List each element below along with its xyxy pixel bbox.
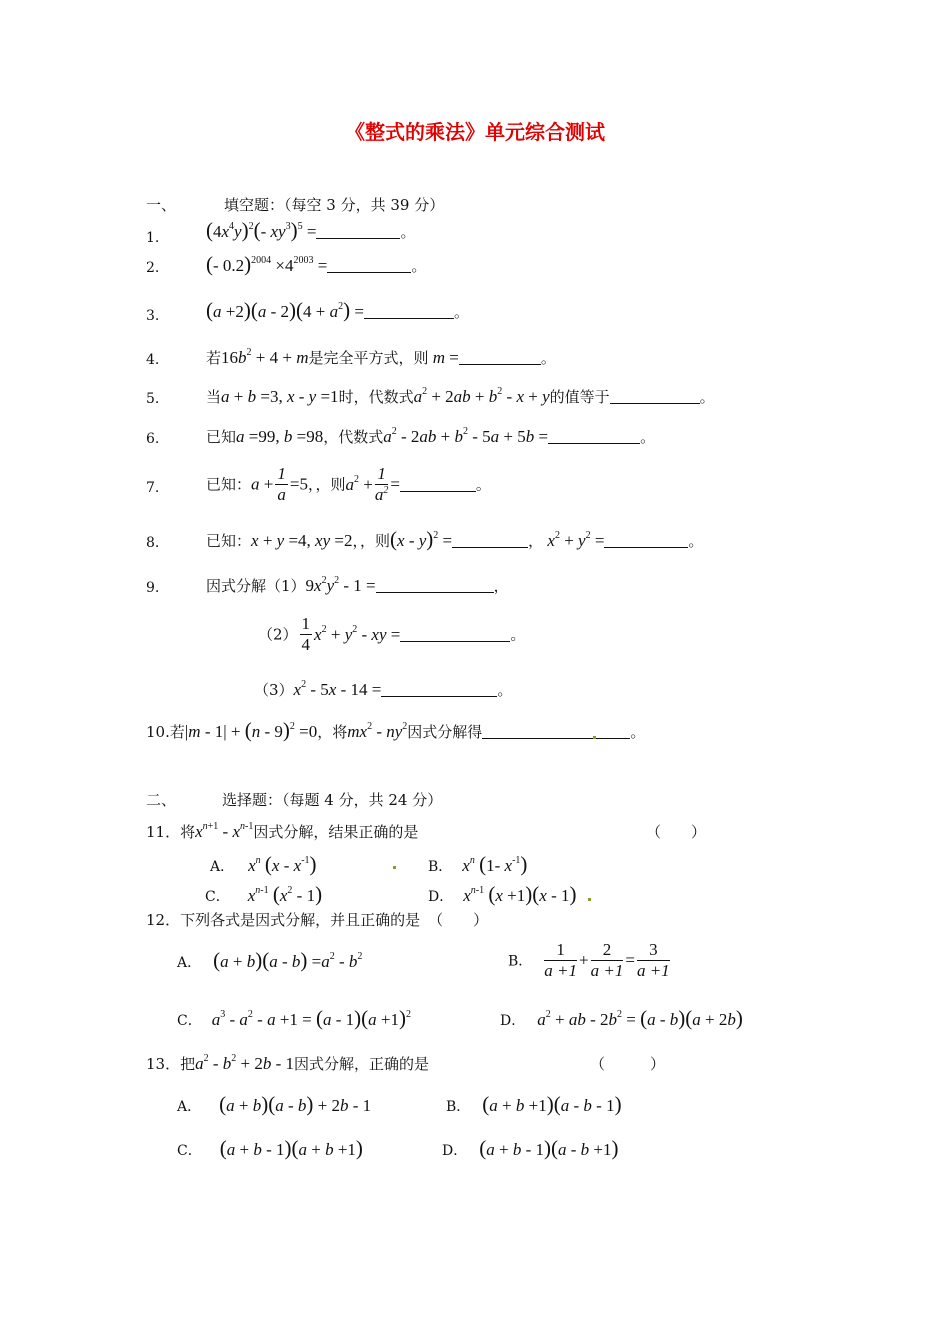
question-1-number: 1. — [146, 230, 160, 246]
question-9-part-1: 因式分解$(1)9x^2y^2 - 1$ = ， — [206, 575, 509, 595]
option-13-d[interactable]: D． (a + b - 1)(a - b +1) — [442, 1136, 619, 1160]
question-4-number: 4. — [146, 352, 160, 368]
answer-paren[interactable]: （ ） — [428, 911, 489, 929]
question-5-number: 5. — [146, 391, 160, 407]
option-12-c[interactable]: C． $a^3 - a^2 - a +1 = (a - 1)(a +1)^2$ — [177, 1006, 412, 1030]
page-title: 《整式的乘法》单元综合测试 — [345, 120, 605, 144]
question-4: 若$16b^2 + 4 + m$是完全平方式，则 m = 。 — [206, 347, 556, 367]
question-9-part-3: $(3)x^2 - 5x - 14$ = 。 — [254, 679, 513, 699]
question-3: $(a +2)(a - 2)(4 + a^2)$ = 。 — [206, 298, 469, 322]
answer-blank[interactable] — [376, 578, 494, 593]
question-3-number: 3. — [146, 308, 160, 324]
option-11-d[interactable]: D． $x^{n-1}$ (x +1)(x - 1) — [428, 882, 577, 906]
question-10-number: 10. — [146, 723, 170, 741]
option-11-a[interactable]: A． $x^n$ $(x - x^{-1})$ — [210, 852, 317, 876]
question-2: (- $0.2)^{2004} \times 4^{2003}$ = 。 — [206, 252, 427, 276]
answer-blank[interactable] — [548, 429, 640, 444]
question-13: 13．把$a^2 - b^2 + 2b - 1$因式分解，正确的是 — [146, 1053, 430, 1073]
answer-blank[interactable] — [400, 477, 476, 492]
answer-blank[interactable] — [482, 724, 630, 739]
question-11: 11．将$x^{n+1} - x^{n-1}$因式分解，结果正确的是 — [146, 821, 419, 841]
question-9-part-2: （2） $\frac{1}{4}$ $x^2 + y^2$ - xy = 。 — [258, 614, 526, 654]
section-instructions: 填空题：（每空 3 分，共 39 分） — [224, 196, 445, 214]
answer-blank[interactable] — [452, 533, 528, 548]
option-13-a[interactable]: A． (a + b)(a - b) + 2b - 1 — [177, 1092, 372, 1116]
question-13-number: 13． — [146, 1055, 181, 1073]
question-8: 已知：x + y =4, xy =2，，则(x - y)$^2$ = ， $x^2 + y^2$ = 。 — [206, 527, 704, 551]
answer-blank[interactable] — [604, 533, 688, 548]
question-11-number: 11． — [146, 823, 181, 841]
option-11-c[interactable]: C． $x^{n-1}$ $(x^2 - 1)$ — [205, 882, 323, 906]
question-10: 10.若|m - 1| + (n - 9)$^2$ =0，将$mx^2 - ny^2$因式分解得 。 — [146, 718, 646, 742]
stray-mark — [593, 736, 596, 739]
question-2-number: 2. — [146, 260, 160, 276]
question-6-number: 6. — [146, 431, 160, 447]
stray-mark — [393, 866, 396, 869]
question-9-number: 9. — [146, 580, 160, 596]
option-12-a[interactable]: A． $(a + b)(a - b) =a^2 - b^2$ — [177, 948, 363, 972]
option-12-b[interactable]: B． $\frac{1}{a +1}$ + $\frac{2}{a +1}$ = $\frac{3}{a +1}$ — [508, 940, 670, 980]
answer-blank[interactable] — [364, 304, 454, 319]
question-12: 12．下列各式是因式分解，并且正确的是 （ ） — [146, 911, 489, 929]
answer-blank[interactable] — [316, 224, 400, 239]
section-number: 二、 — [146, 791, 177, 809]
answer-paren[interactable]: （ ） — [590, 1055, 666, 1073]
section-instructions: 选择题：（每题 4 分，共 24 分） — [222, 791, 443, 809]
answer-blank[interactable] — [400, 627, 510, 642]
question-7-number: 7. — [146, 480, 160, 496]
answer-blank[interactable] — [610, 389, 700, 404]
answer-blank[interactable] — [327, 258, 411, 273]
option-12-d[interactable]: D． $a^2$ + ab - $2b^2 = (a - b)(a + 2b)$ — [500, 1006, 743, 1030]
question-12-number: 12． — [146, 911, 181, 929]
answer-blank[interactable] — [459, 350, 541, 365]
answer-blank[interactable] — [381, 682, 497, 697]
question-8-number: 8. — [146, 535, 160, 551]
question-7: 已知：a + $\frac{1}{a}$ =5，，则$a^2$ + $\frac{1}{a^2}$ = 。 — [206, 464, 491, 504]
option-13-b[interactable]: B． (a + b +1)(a - b - 1) — [446, 1092, 622, 1116]
option-13-c[interactable]: C． (a + b - 1)(a + b +1) — [177, 1136, 363, 1160]
stray-mark — [588, 898, 591, 901]
section-2-heading — [146, 790, 442, 810]
answer-paren[interactable]: （ ） — [646, 823, 707, 841]
section-1-heading — [146, 195, 444, 215]
question-6: 已知a =99, b =98，代数式$a^2 - 2ab + b^2 - 5a + 5b$ = 。 — [206, 426, 656, 446]
question-5: 当a + b =3, x - y =1时，代数式$a^2 + 2ab + b^2 - x + y$的值等于 。 — [206, 386, 715, 406]
question-1: $(4x^4y)^2(-$ $xy^3)^5$ = 。 — [206, 218, 416, 242]
section-number: 一、 — [146, 196, 177, 214]
option-11-b[interactable]: B． $x^n$ (1- $x^{-1}$) — [428, 852, 528, 876]
